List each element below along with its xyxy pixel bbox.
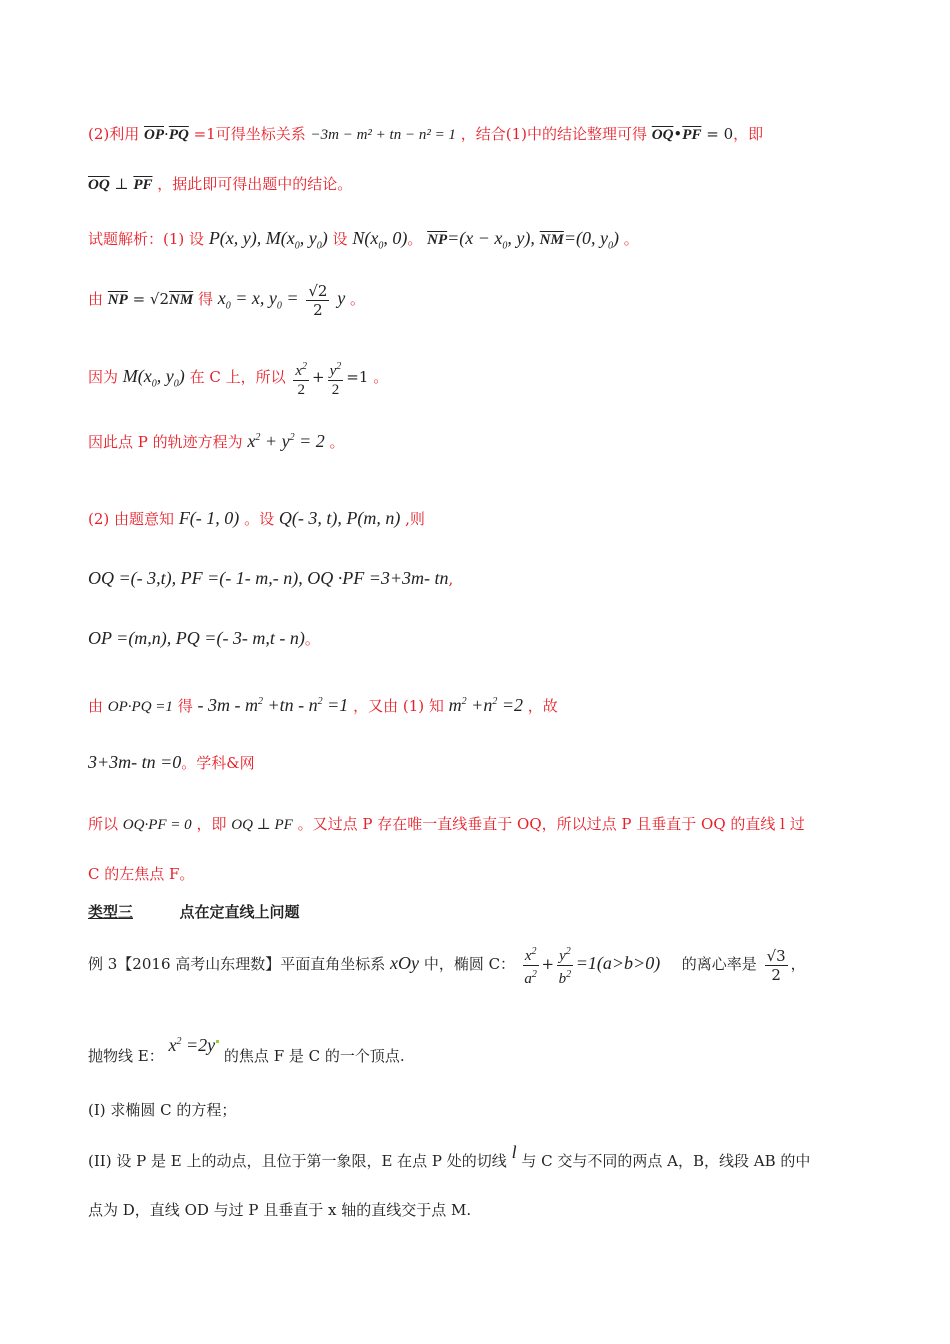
example-text-e: 抛物线 E： xyxy=(88,1047,164,1065)
example-line-2 xyxy=(88,1035,405,1068)
solution-label: 试题解析：(1) 设 xyxy=(88,230,205,248)
solution-math-4: $M(x_0$, $y_0$) xyxy=(122,366,185,390)
vector-pq: $\overline{PQ}$ xyxy=(168,127,189,143)
solution-end-2: 。 xyxy=(350,290,366,308)
part2-math-l3: OP =(m,n), PQ =(- 3- m,t - n) xyxy=(88,628,305,648)
part2-line-5 xyxy=(88,750,255,775)
solution-p3-b: 在 C 上，所以 xyxy=(189,368,286,386)
vector-op: $\overline{OP}$ xyxy=(144,127,165,143)
part2-l4-b: 得 xyxy=(177,697,193,715)
part2-l7: C 的左焦点 F。 xyxy=(88,865,195,883)
part2-line-1 xyxy=(88,506,425,531)
part2-l4-c: ，又由 (1) 知 xyxy=(353,697,444,715)
solution-p2-b: 得 xyxy=(197,290,213,308)
example-text-b: 中，椭圆 C： xyxy=(423,955,516,973)
part2-math-l4c: $m^2 +n^2 =2$ xyxy=(448,695,523,715)
parabola-equation: $x^2 =2y$ xyxy=(168,1035,216,1055)
section-heading xyxy=(88,900,300,924)
solution-set: 设 xyxy=(332,230,348,248)
hint-text-d: ，据此即可得出题中的结论。 xyxy=(157,175,353,193)
vector-oq-2: $\overline{OQ}$ xyxy=(88,177,110,193)
part2-line-2 xyxy=(88,566,453,591)
example-q3 xyxy=(88,1198,471,1222)
vector-pf-2: $\overline{PF}$ xyxy=(133,177,153,193)
example-q2-text-a: (II) 设 P 是 E 上的动点，且位于第一象限，E 在点 P 处的切线 xyxy=(88,1152,507,1170)
part2-math-f: F(- 1, 0) xyxy=(178,508,240,528)
solution-math-5: $x^2 + y^2 = 2$ xyxy=(247,431,325,451)
hint-text-b: ，结合(1)中的结论整理可得 xyxy=(460,125,647,143)
example-q2-text-b: 与 C 交与不同的两点 A，B，线段 AB 的中 xyxy=(521,1152,811,1170)
part2-math-l6b: OQ ⊥ PF xyxy=(231,817,293,833)
part2-l1-a: (2) 由题意知 xyxy=(88,510,175,528)
hint-text-c: ，即 xyxy=(733,125,764,143)
part2-math-l5: 3+3m- tn =0 xyxy=(88,752,182,772)
hint-line-2: $\overline{OQ}$ ⊥ $\overline{PF}$ ，据此即可得出题中的结论。 xyxy=(88,175,353,193)
part2-l6-a: 所以 xyxy=(88,815,119,833)
part2-line-4 xyxy=(88,690,558,719)
solution-p3-a: 因为 xyxy=(88,368,119,386)
solution-math-2: $N(x_0$, 0) xyxy=(352,228,408,252)
example-q1-text: (I) 求椭圆 C 的方程； xyxy=(88,1101,237,1119)
fraction-sqrt3-over-2: $\frac{√3}{2}$ xyxy=(766,946,786,984)
fraction-sqrt2-over-2: $\frac{√2}{2}$ xyxy=(308,281,328,319)
hint-text-eq1: =1可得坐标关系 xyxy=(193,125,306,143)
fraction-y2-b2: $\frac{y^2}{b^2}$ xyxy=(557,943,573,988)
vector-nm: $\overline{NM}$ xyxy=(539,232,564,248)
example-line-1: 例 3【2016 高考山东理数】平面直角坐标系 xOy 中，椭圆 C： $\frac{x^2}{a^2}$ + $\frac{y^2}{b^2}$ =1(a>b>0) 的离心率是 $\frac{√3}{2}$ ， xyxy=(88,940,806,988)
solution-math-3: $x_0 = x$, $y_0$ = xyxy=(217,288,299,312)
vector-np-2: $\overline{NP}$ xyxy=(107,292,128,308)
example-text-d: ， xyxy=(790,955,806,973)
example-xoy: xOy xyxy=(390,953,420,973)
example-q3-text: 点为 D，直线 OD 与过 P 且垂直于 x 轴的直线交于点 M. xyxy=(88,1201,472,1219)
part2-line-7 xyxy=(88,862,194,886)
solution-end-1: 。 xyxy=(623,230,639,248)
example-text-a: 例 3【2016 高考山东理数】平面直角坐标系 xyxy=(88,955,386,973)
hint-equation: −3m − m² + tn − n² = 1 xyxy=(310,127,456,143)
vector-oq: $\overline{OQ}$ xyxy=(651,127,674,143)
part2-math-l4b: - $3m - m^2 +tn - n^2 =1$ xyxy=(197,695,349,715)
solution-p4: 因此点 P 的轨迹方程为 xyxy=(88,433,243,451)
vector-nm-2: $\overline{NM}$ xyxy=(169,292,194,308)
solution-line-1: 试题解析：(1) 设 P(x, y), $M(x_0$, $y_0$) 设 $N(x_0$, 0)。 $\overline{NP}=(x - x_0$, y), $\overline{NM}=(0$, $y_0$) 。 xyxy=(88,228,639,252)
fraction-y2-over-2: $\frac{y^2}{2}$ xyxy=(328,358,344,399)
part2-math-qp: Q(- 3, t), P(m, n) xyxy=(278,508,401,528)
part2-l6-c: 。又过点 P 存在唯一直线垂直于 OQ，所以过点 P 且垂直于 OQ 的直线 l 过 xyxy=(297,815,805,833)
tangent-l: l xyxy=(511,1142,517,1162)
part2-l2-end: , xyxy=(448,570,454,588)
part2-math-l6a: OQ·PF = 0 xyxy=(122,817,192,833)
part2-l6-b: ，即 xyxy=(196,815,227,833)
solution-math-1: P(x, y), $M(x_0$, $y_0$) xyxy=(208,228,328,252)
part2-l5-end: 。学科&网 xyxy=(181,754,255,772)
hint-eq3: = 0 xyxy=(706,125,734,143)
solution-p2-a: 由 xyxy=(88,290,104,308)
marker-dot xyxy=(216,1040,219,1043)
part2-l1-b: 。设 xyxy=(244,510,275,528)
solution-end-3: 。 xyxy=(373,368,389,386)
section-subtitle: 点在定直线上问题 xyxy=(179,903,300,921)
solution-line-4 xyxy=(88,426,345,454)
part2-line-6 xyxy=(88,812,805,837)
part2-l3-end: 。 xyxy=(304,630,320,648)
example-text-f: 的焦点 F 是 C 的一个顶点. xyxy=(223,1047,405,1065)
vector-np: $\overline{NP}$ xyxy=(427,232,448,248)
part2-line-3 xyxy=(88,626,320,651)
part2-math-l4a: OP·PQ =1 xyxy=(107,699,173,715)
solution-end-4: 。 xyxy=(329,433,345,451)
part2-l4-d: ，故 xyxy=(527,697,558,715)
fraction-x2-over-2: $\frac{x^2}{2}$ xyxy=(293,358,309,399)
vector-pf: $\overline{PF}$ xyxy=(682,127,702,143)
example-q1 xyxy=(88,1098,236,1122)
hint-line-1: (2)利用 $\overline{OP}\cdot\overline{PQ} =1$可得坐标关系 −3m − m² + tn − n² = 1 ，结合(1)中的结论整理可得 $\overline{OQ}•\overline{PF} = 0$，即 xyxy=(88,125,764,143)
section-title: 类型三 xyxy=(88,903,134,921)
solution-line-3: 因为 $M(x_0$, $y_0$) 在 C 上，所以 $\frac{x^2}{2}$ + $\frac{y^2}{2}$ =1 。 xyxy=(88,356,388,405)
fraction-x2-a2: $\frac{x^2}{a^2}$ xyxy=(523,943,539,988)
part2-l4-a: 由 xyxy=(88,697,104,715)
solution-line-2: 由 $\overline{NP} = √2\overline{NM}$ 得 $x_0 = x$, $y_0$ = $\frac{√2}{2}$ y 。 xyxy=(88,281,366,319)
part2-math-l2: OQ =(- 3,t), PF =(- 1- m,- n), OQ ·PF =3+3m- tn xyxy=(88,568,449,588)
ellipse-condition: =1(a>b>0) xyxy=(575,953,661,973)
hint-text-a: (2)利用 xyxy=(88,125,140,143)
example-text-c: 的离心率是 xyxy=(681,955,757,973)
part2-l1-c: ,则 xyxy=(405,510,425,528)
example-q2 xyxy=(88,1142,811,1173)
